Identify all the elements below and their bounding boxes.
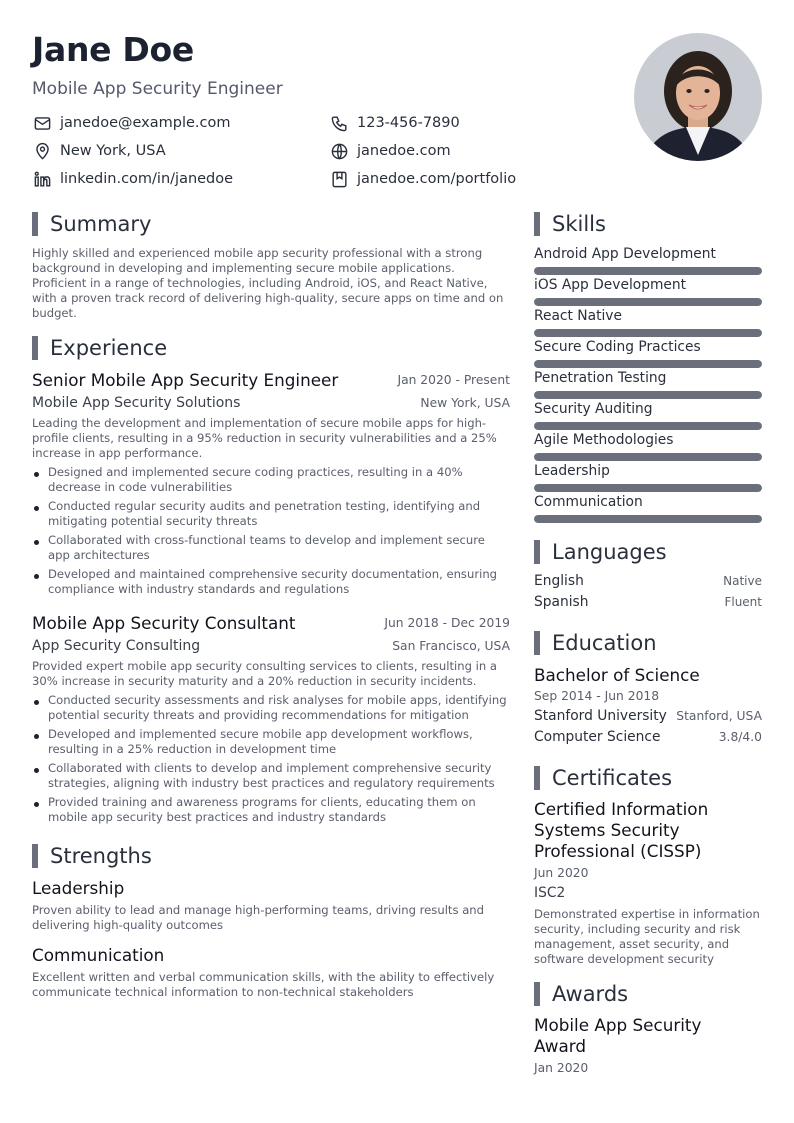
language-row <box>534 594 762 610</box>
languages-heading <box>534 540 667 564</box>
job-bullet-list <box>32 465 510 601</box>
list-item: Conducted security assessments and risk analyses for mobile apps, identifying potential security threats and providing recommendations for mitigation <box>32 693 512 723</box>
school-row <box>534 708 762 724</box>
summary-text: Highly skilled and experienced mobile app security professional with a strong background in developing and implementing secure mobile applications. Proficient in a range of technologies, including Android, iOS, and React Native, with a proven track record of delivering high-quality, secure apps on time and on budget. <box>32 246 504 320</box>
list-item: Developed and implemented secure mobile app development workflows, resulting in a 25% reduction in development time <box>32 727 512 757</box>
awards-heading <box>534 982 628 1006</box>
award-date: Jan 2020 <box>534 1061 589 1075</box>
skill-level-fill <box>534 267 762 275</box>
experience-heading-text: Experience <box>50 336 168 360</box>
awards-heading-text: Awards <box>552 982 629 1006</box>
skill-level-bar <box>534 391 762 399</box>
skills-heading <box>534 212 606 236</box>
globe-icon <box>329 141 349 161</box>
skill-level-bar <box>534 360 762 368</box>
contact-website[interactable] <box>329 141 451 161</box>
certificates-heading <box>534 766 672 790</box>
skill-item <box>534 431 762 461</box>
skill-item <box>534 369 762 399</box>
skill-name: Agile Methodologies <box>534 432 674 448</box>
skill-level-bar <box>534 515 762 523</box>
skill-level-fill <box>534 329 762 337</box>
skill-name: Android App Development <box>534 246 716 262</box>
certificate-description: Demonstrated expertise in information security, including security and risk management, asset security, and software development security <box>534 907 760 966</box>
phone-text: 123-456-7890 <box>357 115 460 131</box>
certificate-name: Certified Information Systems Security Professional (CISSP) <box>534 799 709 861</box>
language-name: Spanish <box>534 594 589 610</box>
skill-level-bar <box>534 422 762 430</box>
job-dates: Jun 2018 - Dec 2019 <box>384 616 510 630</box>
certificates-heading-text: Certificates <box>552 766 673 790</box>
skill-item <box>534 276 762 306</box>
language-level: Fluent <box>724 595 762 609</box>
list-item: Provided training and awareness programs for clients, educating them on mobile app security best practices and industry standards <box>32 795 512 825</box>
skill-level-bar <box>534 453 762 461</box>
strengths-heading-text: Strengths <box>50 844 152 868</box>
skill-item <box>534 338 762 368</box>
language-level: Native <box>723 574 762 588</box>
linkedin-text: linkedin.com/in/janedoe <box>60 171 234 187</box>
strength-title: Communication <box>32 945 165 965</box>
gpa: 3.8/4.0 <box>718 730 762 744</box>
job-bullet-list <box>32 693 512 829</box>
summary-heading <box>32 212 151 236</box>
skill-item <box>534 493 762 523</box>
skills-heading-text: Skills <box>552 212 606 236</box>
portfolio-text: janedoe.com/portfolio <box>357 171 517 187</box>
phone-icon <box>329 113 349 133</box>
skill-name: Communication <box>534 494 643 510</box>
job-role: Mobile App Security Engineer <box>32 79 283 99</box>
skill-level-fill <box>534 484 762 492</box>
school-name: Stanford University <box>534 708 667 724</box>
linkedin-icon <box>32 169 52 189</box>
certificate-issuer: ISC2 <box>534 885 566 901</box>
website-text: janedoe.com <box>357 143 451 159</box>
skill-name: Security Auditing <box>534 401 653 417</box>
list-item: Designed and implemented secure coding practices, resulting in a 40% decrease in code vulnerabilities <box>32 465 510 495</box>
award-name: Mobile App Security Award <box>534 1015 702 1056</box>
education-heading <box>534 631 657 655</box>
skill-level-bar <box>534 267 762 275</box>
skill-level-fill <box>534 515 762 523</box>
education-dates: Sep 2014 - Jun 2018 <box>534 689 660 703</box>
degree-name: Bachelor of Science <box>534 665 700 685</box>
certificate-date: Jun 2020 <box>534 866 589 880</box>
company-name: Mobile App Security Solutions <box>32 395 241 411</box>
section-accent-bar <box>534 212 540 236</box>
company-name: App Security Consulting <box>32 638 201 654</box>
summary-heading-text: Summary <box>50 212 152 236</box>
contact-location <box>32 141 166 161</box>
job-location: New York, USA <box>420 396 510 410</box>
section-accent-bar <box>534 766 540 790</box>
field-of-study: Computer Science <box>534 729 661 745</box>
strength-title: Leadership <box>32 878 125 898</box>
candidate-name: Jane Doe <box>32 30 194 69</box>
skill-level-fill <box>534 298 762 306</box>
skill-level-bar <box>534 329 762 337</box>
strength-text: Excellent written and verbal communication skills, with the ability to effectively communicate technical information to non-technical stakeholders <box>32 970 495 999</box>
strength-text: Proven ability to lead and manage high-performing teams, driving results and delivering high-quality outcomes <box>32 903 485 932</box>
languages-heading-text: Languages <box>552 540 667 564</box>
section-accent-bar <box>534 540 540 564</box>
list-item: Collaborated with cross-functional teams to develop and implement secure app architectures <box>32 533 510 563</box>
education-heading-text: Education <box>552 631 657 655</box>
language-row <box>534 573 762 589</box>
email-text: janedoe@example.com <box>60 115 231 131</box>
job-title: Mobile App Security Consultant <box>32 613 296 633</box>
list-item: Collaborated with clients to develop and implement comprehensive security strategies, aligning with industry best practices and regulatory requirements <box>32 761 512 791</box>
list-item: Conducted regular security audits and penetration testing, identifying and mitigating potential security threats <box>32 499 510 529</box>
bookmark-icon <box>329 169 349 189</box>
field-row <box>534 729 762 745</box>
skill-item <box>534 400 762 430</box>
skill-item <box>534 462 762 492</box>
location-text: New York, USA <box>60 143 166 159</box>
map-pin-icon <box>32 141 52 161</box>
skill-level-fill <box>534 391 762 399</box>
job-location: San Francisco, USA <box>392 639 510 653</box>
school-location: Stanford, USA <box>676 709 762 723</box>
strengths-heading <box>32 844 152 868</box>
job-title: Senior Mobile App Security Engineer <box>32 370 339 390</box>
skill-level-fill <box>534 360 762 368</box>
contact-phone[interactable] <box>329 113 460 133</box>
skill-level-bar <box>534 298 762 306</box>
skill-item <box>534 245 762 275</box>
envelope-icon <box>32 113 52 133</box>
contact-portfolio[interactable] <box>329 169 516 189</box>
skill-level-fill <box>534 422 762 430</box>
skill-name: Penetration Testing <box>534 370 667 386</box>
skill-name: React Native <box>534 308 622 324</box>
contact-email[interactable] <box>32 113 231 133</box>
skill-item <box>534 307 762 337</box>
section-accent-bar <box>32 336 38 360</box>
experience-heading <box>32 336 167 360</box>
section-accent-bar <box>32 844 38 868</box>
skill-name: Secure Coding Practices <box>534 339 701 355</box>
section-accent-bar <box>32 212 38 236</box>
job-dates: Jan 2020 - Present <box>397 373 510 387</box>
skill-level-bar <box>534 484 762 492</box>
list-item: Developed and maintained comprehensive security documentation, ensuring compliance with industry standards and regulations <box>32 567 510 597</box>
section-accent-bar <box>534 982 540 1006</box>
job-description: Leading the development and implementation of secure mobile apps for high-profile clients, resulting in a 95% reduction in security vulnerabilities and a 25% increase in app performance. <box>32 416 497 460</box>
profile-photo <box>634 33 762 161</box>
section-accent-bar <box>534 631 540 655</box>
skill-name: iOS App Development <box>534 277 687 293</box>
job-description: Provided expert mobile app security consulting services to clients, resulting in a 30% increase in security maturity and a 20% reduction in security incidents. <box>32 659 497 688</box>
skill-level-fill <box>534 453 762 461</box>
contact-linkedin[interactable] <box>32 169 233 189</box>
skill-name: Leadership <box>534 463 610 479</box>
language-name: English <box>534 573 584 589</box>
